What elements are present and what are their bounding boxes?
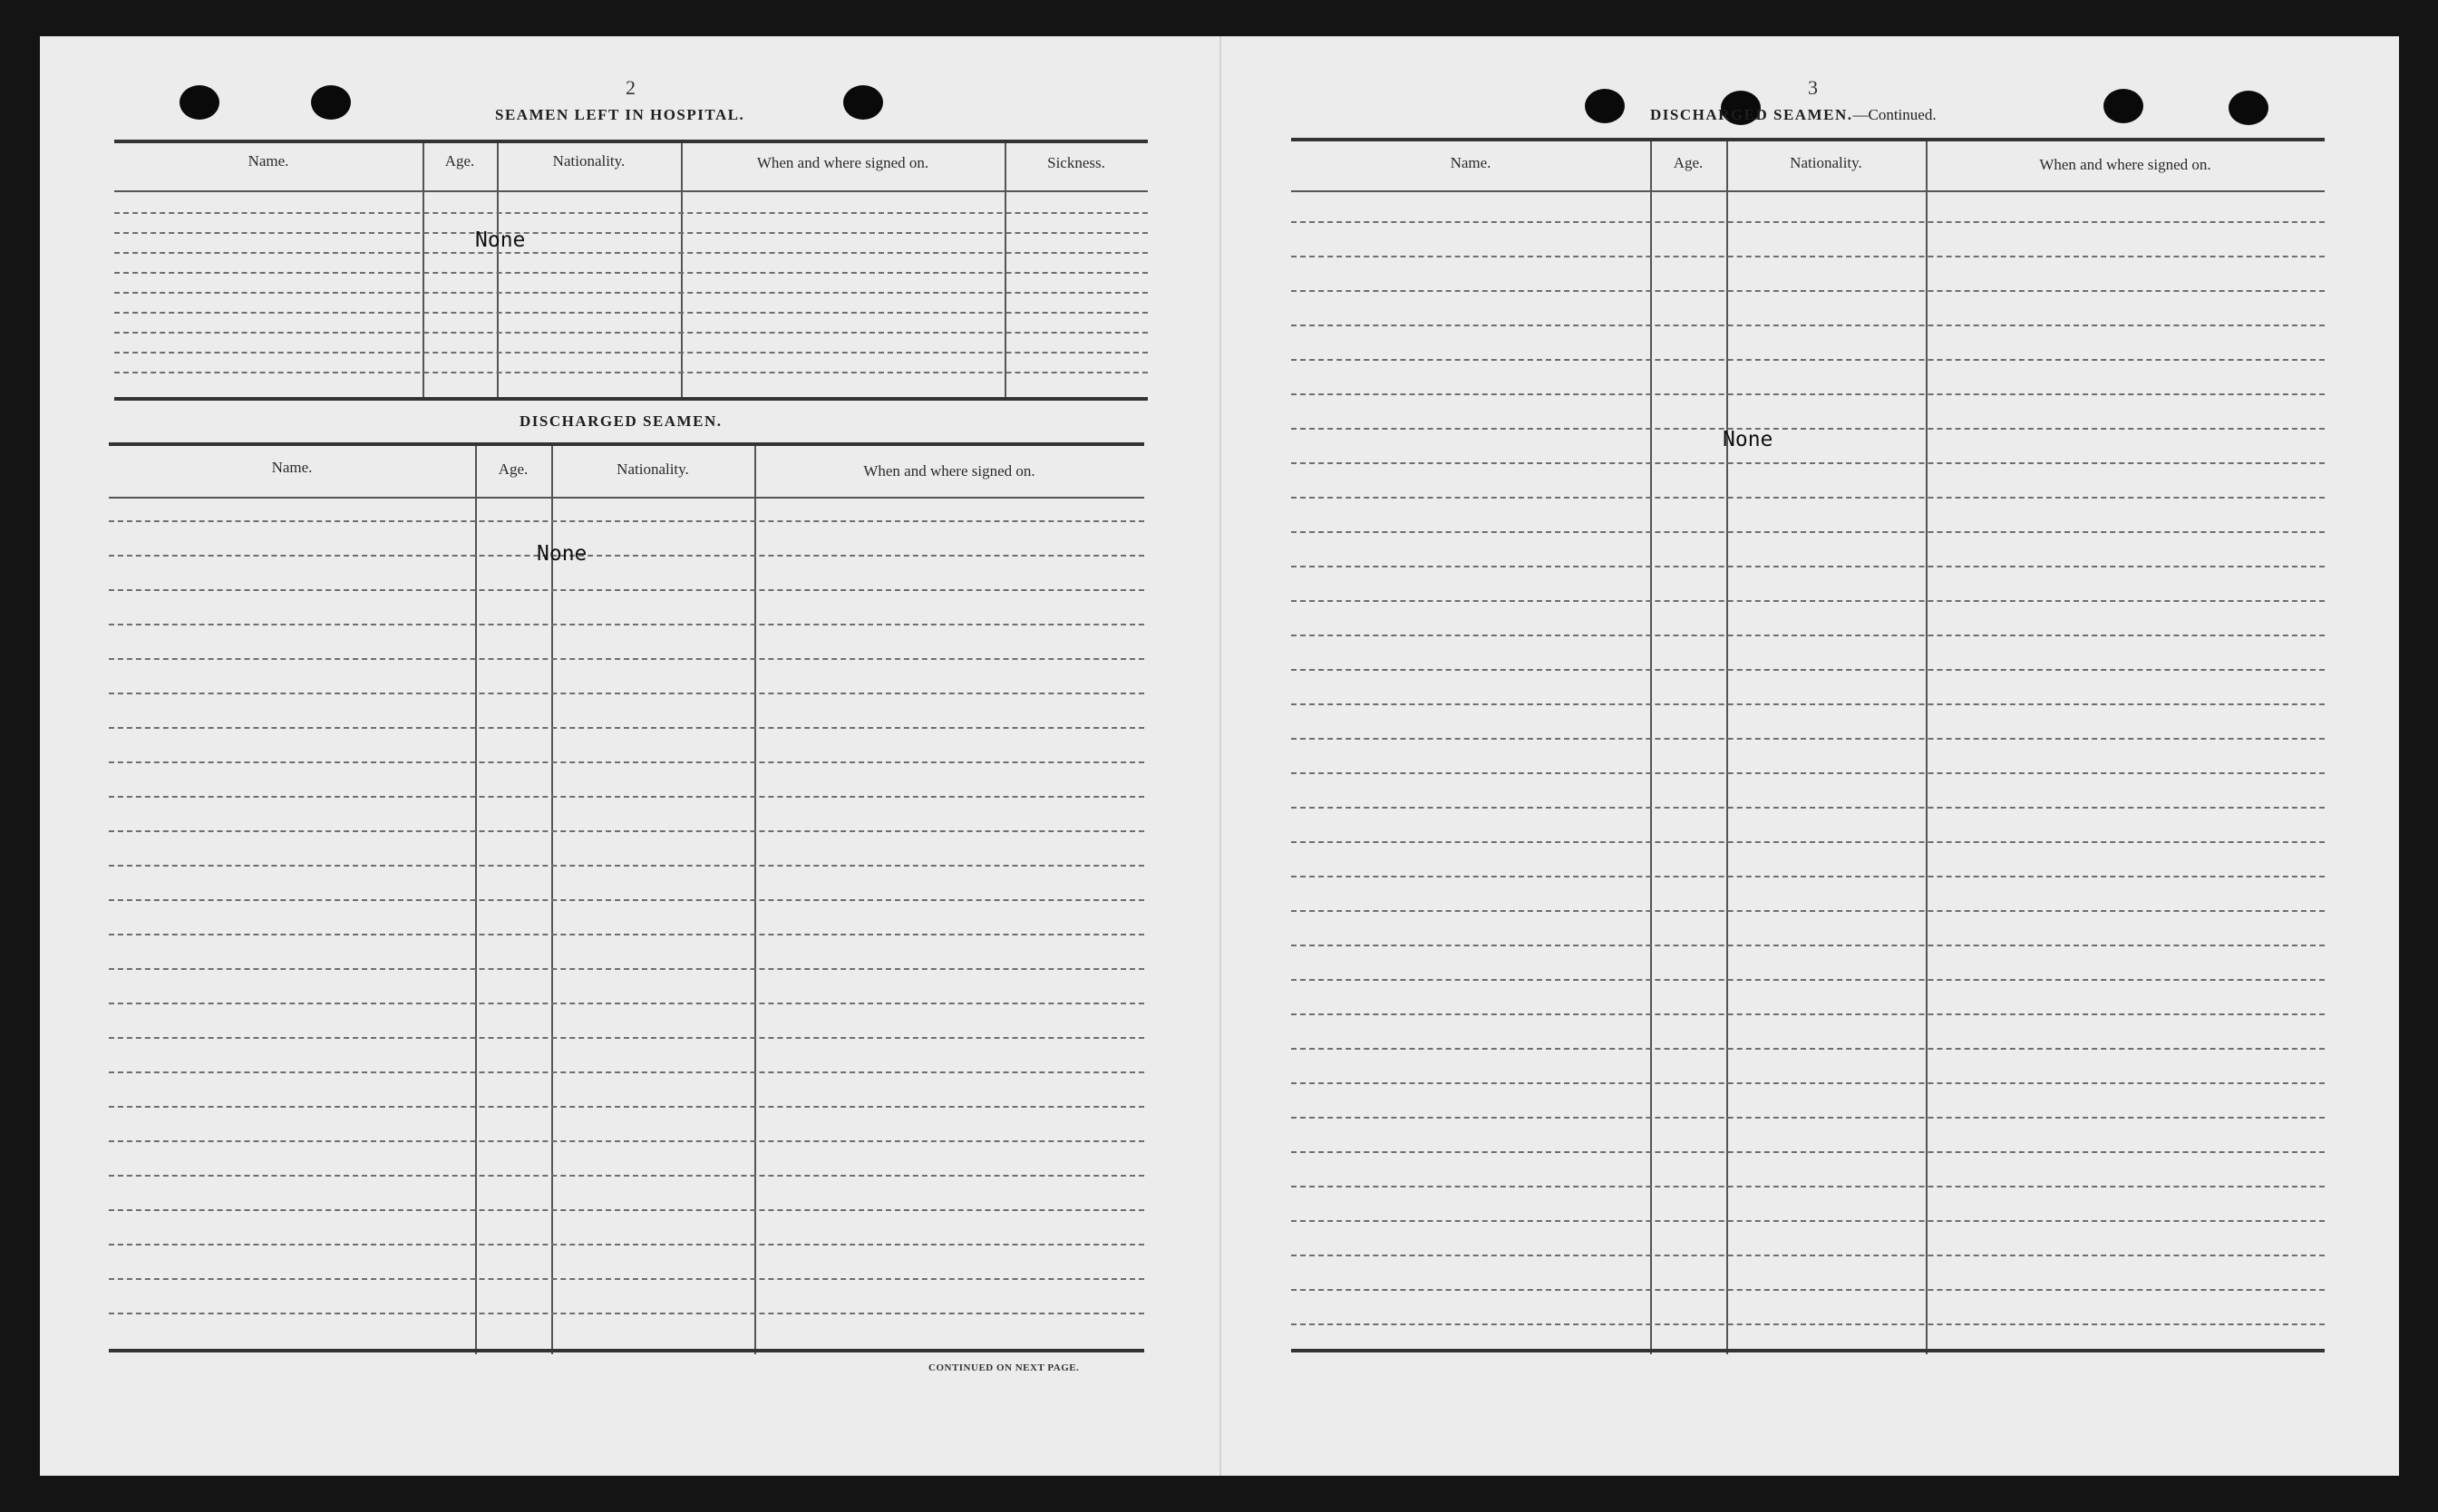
punch-hole bbox=[1585, 89, 1625, 123]
column-header-name: Name. bbox=[248, 152, 289, 170]
column-header-name: Name. bbox=[271, 459, 313, 476]
punch-hole bbox=[180, 85, 219, 120]
hospital-entry-none: None bbox=[475, 228, 526, 252]
punch-hole bbox=[2229, 91, 2268, 125]
punch-hole bbox=[843, 85, 883, 120]
continued-note: CONTINUED ON NEXT PAGE. bbox=[928, 1362, 1080, 1373]
column-header-age: Age. bbox=[498, 460, 529, 478]
column-header-age: Age. bbox=[1673, 154, 1704, 171]
discharged-table bbox=[109, 442, 1144, 1356]
discharged-continued-title-main: DISCHARGED SEAMEN. bbox=[1650, 106, 1853, 123]
column-header-age: Age. bbox=[444, 152, 475, 170]
discharged-continued-entry-none: None bbox=[1723, 428, 1773, 451]
punch-hole bbox=[2103, 89, 2143, 123]
hospital-section-title: SEAMEN LEFT IN HOSPITAL. bbox=[495, 106, 745, 123]
left-page-number: 2 bbox=[626, 76, 636, 99]
column-header-nationality: Nationality. bbox=[552, 152, 626, 170]
column-header-signed-on: When and where signed on. bbox=[756, 154, 929, 171]
column-header-sickness: Sickness. bbox=[1047, 154, 1105, 171]
punch-hole bbox=[311, 85, 351, 120]
page-fold bbox=[1219, 36, 1221, 1476]
column-header-signed-on: When and where signed on. bbox=[2039, 156, 2211, 173]
discharged-continued-title bbox=[1650, 106, 1937, 124]
discharged-section-title: DISCHARGED SEAMEN. bbox=[520, 412, 723, 430]
column-header-name: Name. bbox=[1450, 154, 1491, 171]
column-header-signed-on: When and where signed on. bbox=[863, 462, 1035, 480]
discharged-continued-title-suffix: —Continued. bbox=[1852, 106, 1937, 123]
discharged-entry-none: None bbox=[537, 542, 588, 566]
hospital-table bbox=[114, 140, 1148, 401]
discharged-continued-table bbox=[1291, 138, 2325, 1356]
column-header-nationality: Nationality. bbox=[617, 460, 689, 478]
right-page-number: 3 bbox=[1808, 76, 1818, 99]
column-header-nationality: Nationality. bbox=[1790, 154, 1862, 171]
